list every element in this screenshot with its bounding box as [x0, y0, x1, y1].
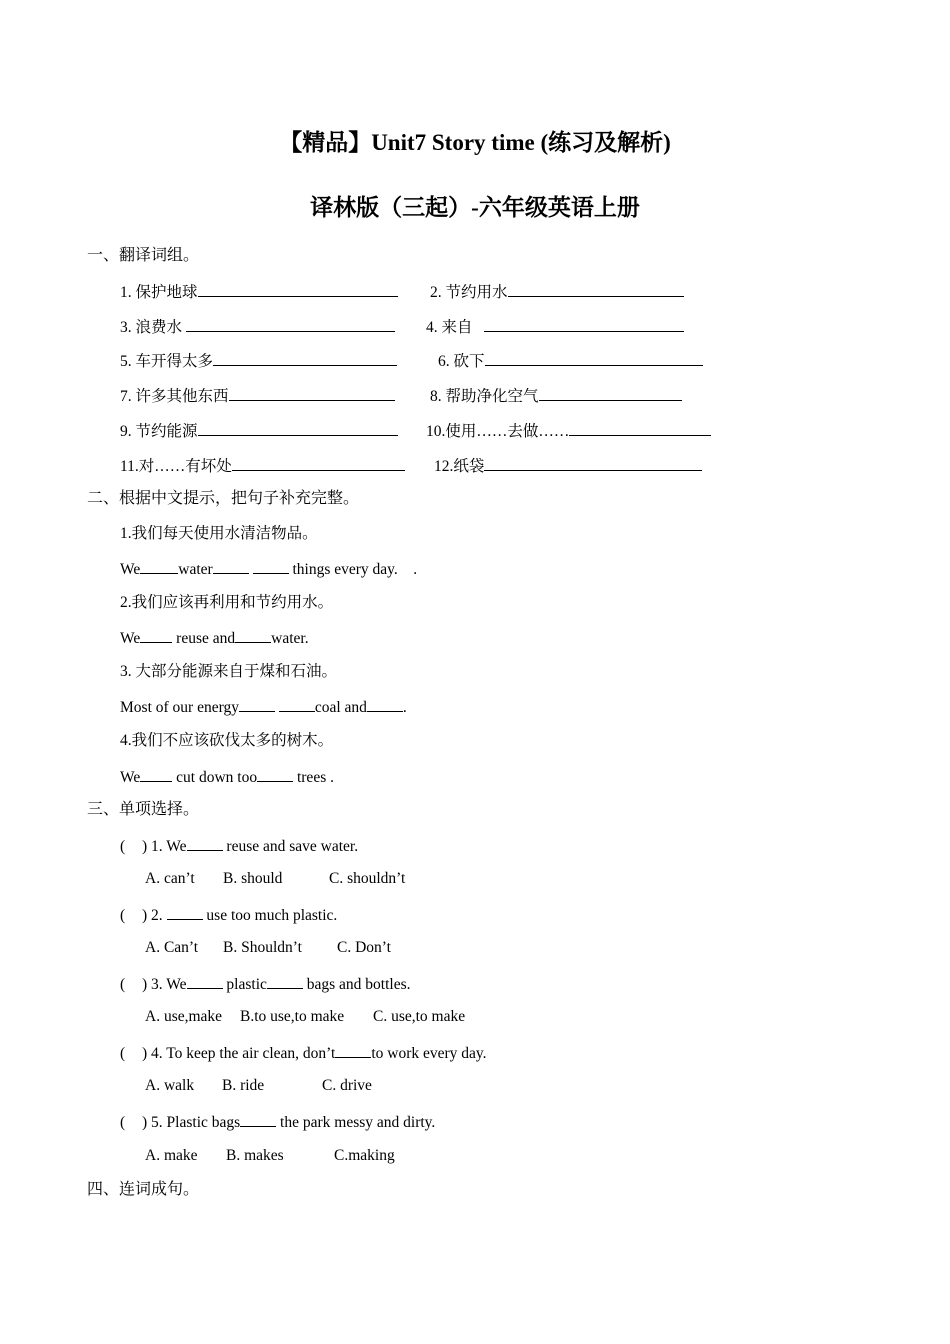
phrase-item: 8. 帮助净化空气 [430, 385, 682, 407]
phrase-item: 5. 车开得太多 [120, 350, 397, 372]
choice-options [145, 938, 391, 958]
phrase-item: 4. 来自 [426, 316, 684, 338]
choice-question: ( ) 1. We reuse and save water. [120, 835, 358, 857]
option-b: B. ride [222, 1077, 265, 1094]
option-c: C.making [334, 1147, 395, 1164]
option-a: A. Can’t [145, 939, 199, 956]
phrase-item: 11.对……有坏处 [120, 455, 405, 477]
option-a: A. use,make [145, 1008, 223, 1025]
option-b: B. Shouldn’t [223, 939, 302, 956]
phrase-item: 12.纸袋 [434, 455, 702, 477]
option-c: C. shouldn’t [329, 870, 406, 887]
choice-options [145, 1146, 395, 1166]
choice-question: ( ) 4. To keep the air clean, don’t to work every day. [120, 1042, 487, 1064]
phrase-item: 10.使用……去做…… [426, 420, 711, 442]
sentence-blank-line: We water things every day. . [120, 558, 417, 580]
worksheet-subtitle: 译林版（三起）-六年级英语上册 [310, 195, 640, 220]
sentence-blank-line: We cut down too trees . [120, 766, 334, 788]
choice-question: ( ) 2. use too much plastic. [120, 904, 337, 926]
option-b: B.to use,to make [240, 1008, 345, 1025]
sentence-chinese: 2.我们应该再利用和节约用水。 [120, 594, 334, 611]
option-a: A. can’t [145, 870, 195, 887]
choice-options [145, 1076, 372, 1096]
choice-options [145, 869, 405, 889]
sentence-chinese: 1.我们每天使用水清洁物品。 [120, 525, 318, 542]
worksheet-title: 【精品】Unit7 Story time (练习及解析) [279, 130, 671, 155]
phrase-item: 1. 保护地球 [120, 281, 398, 303]
option-b: B. should [223, 870, 283, 887]
phrase-item: 7. 许多其他东西 [120, 385, 395, 407]
phrase-item: 9. 节约能源 [120, 420, 398, 442]
choice-options [145, 1007, 465, 1027]
section-1-heading: 一、翻译词组。 [87, 247, 200, 264]
phrase-item: 2. 节约用水 [430, 281, 684, 303]
section-4-heading: 四、连词成句。 [87, 1181, 200, 1198]
option-c: C. drive [322, 1077, 372, 1094]
sentence-blank-line: We reuse and water. [120, 627, 309, 649]
option-a: A. walk [145, 1077, 195, 1094]
sentence-chinese: 4.我们不应该砍伐太多的树木。 [120, 732, 334, 749]
section-3-heading: 三、单项选择。 [87, 801, 200, 818]
option-a: A. make [145, 1147, 198, 1164]
choice-question: ( ) 5. Plastic bags the park messy and dirty. [120, 1111, 435, 1133]
phrase-item: 3. 浪费水 [120, 316, 395, 338]
option-c: C. use,to make [373, 1008, 466, 1025]
phrase-item: 6. 砍下 [438, 350, 703, 372]
sentence-chinese: 3. 大部分能源来自于煤和石油。 [120, 663, 338, 680]
option-c: C. Don’t [337, 939, 391, 956]
choice-question: ( ) 3. We plastic bags and bottles. [120, 973, 411, 995]
section-2-heading: 二、根据中文提示，把句子补充完整。 [87, 490, 360, 507]
option-b: B. makes [226, 1147, 284, 1164]
sentence-blank-line: Most of our energy coal and . [120, 696, 407, 718]
